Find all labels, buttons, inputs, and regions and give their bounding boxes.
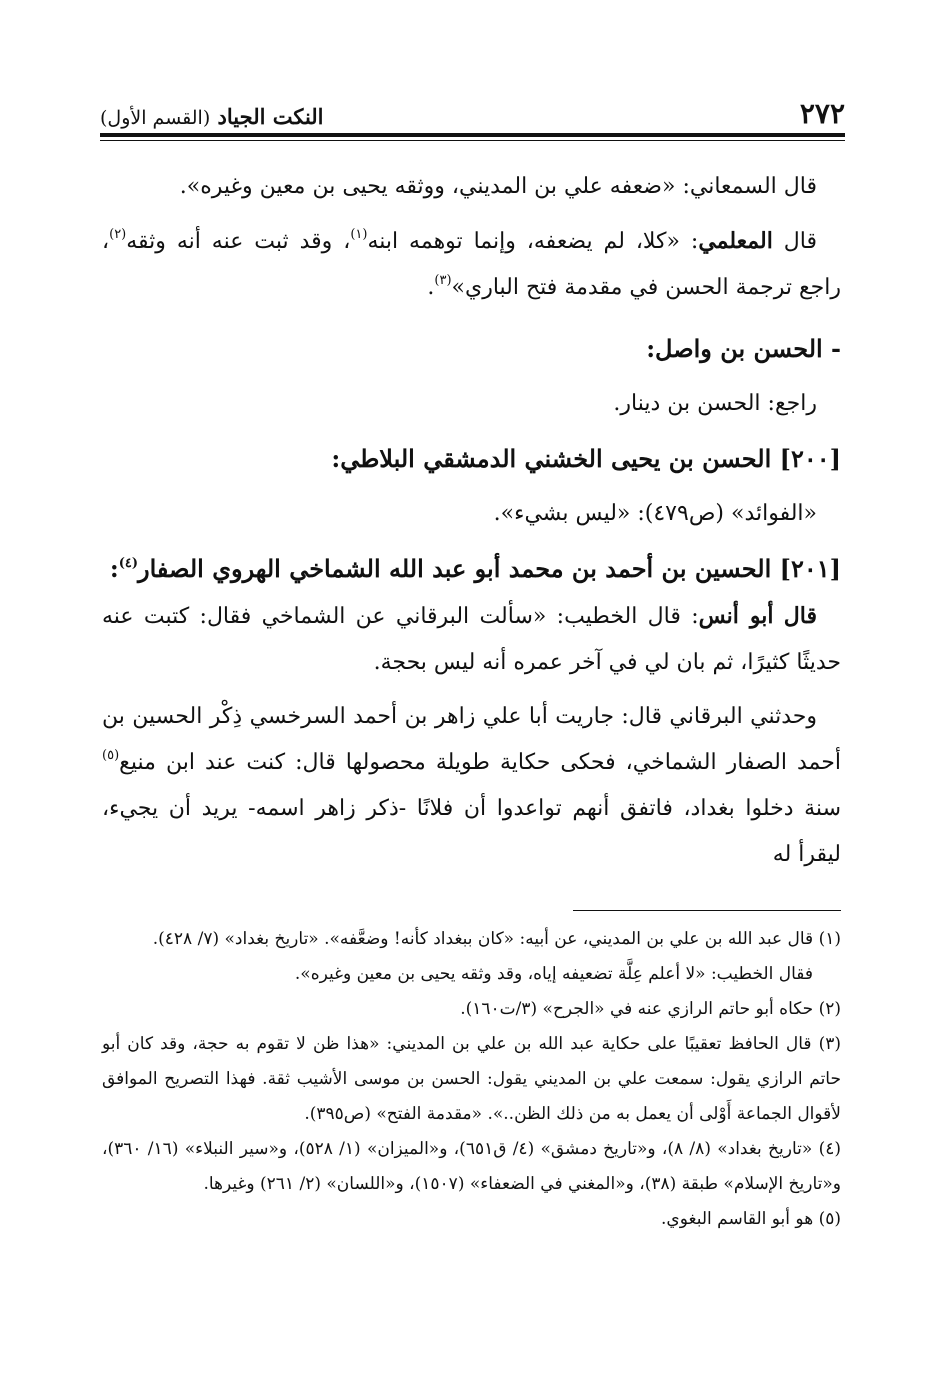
footnote-text: قال الحافظ تعقيبًا على حكاية عبد الله بن علي بن المديني: «هذا ظن لا تقوم به حجة، وقد كان أبو حاتم الرازي يقول: سمعت علي بن المديني يقول: الحسن بن موسى الأشيب ثقة. فهذا التصريح الموافق لأقوال الجماعة أَوْلى أن يعمل به من ذلك الظن..». «مقدمة الفتح» (ص٣٩٥).	[102, 1034, 841, 1124]
author-name: أبو أنس	[698, 603, 774, 629]
heading-text: :	[109, 554, 119, 583]
paragraph-fawaid: «الفوائد» (ص٤٧٩): «ليس بشيء».	[493, 501, 817, 526]
para-text: وحدثني البرقاني قال: جاريت أبا علي زاهر بن أحمد السرخسي ذِكْر الحسين بن أحمد الصفار الشماخي، فحكى حكاية طويلة محصولها قال: كنت عند ابن منيع	[102, 704, 841, 775]
main-text	[102, 164, 841, 878]
running-subtitle: (القسم الأول)	[100, 107, 211, 129]
paragraph-abu-anas	[102, 593, 841, 686]
footnote-number: (٥)	[818, 1209, 841, 1229]
footnotes	[102, 922, 841, 1237]
footnote-ref: (٣)	[434, 273, 452, 288]
footnote-ref: (٥)	[102, 748, 120, 763]
footnote-number: (١)	[818, 929, 841, 949]
footnote-separator	[573, 910, 841, 911]
para-lead: قال	[783, 229, 817, 254]
footnote-ref: (١)	[350, 227, 368, 242]
entry-heading-201	[102, 545, 841, 593]
para-text: ، وقد ثبت عنه أنه وثقه	[126, 229, 351, 254]
footnote-number: (٢)	[818, 999, 841, 1019]
footnote-number: (٤)	[818, 1139, 841, 1159]
header-rule-thin	[100, 140, 845, 141]
para-text: ، راجع ترجمة الحسن في مقدمة فتح الباري»	[102, 229, 841, 300]
paragraph-samani: قال السمعاني: «ضعفه علي بن المديني، ووثقه يحيى بن معين وغيره».	[179, 174, 817, 199]
heading-text: [٢٠١] الحسين بن أحمد بن محمد أبو عبد الله الشماخي الهروي الصفار	[138, 554, 841, 583]
entry-heading-200: [٢٠٠] الحسن بن يحيى الخشني الدمشقي البلاطي:	[331, 444, 841, 473]
footnote-text: هو أبو القاسم البغوي.	[661, 1209, 814, 1229]
footnote-2	[102, 992, 841, 1027]
paragraph-refer: راجع: الحسن بن دينار.	[613, 391, 817, 416]
paragraph-muallimi	[102, 218, 841, 311]
footnote-number: (٣)	[818, 1034, 841, 1054]
footnote-text: فقال الخطيب: «لا أعلم عِلَّة تضعيفه إياه، وقد وثقه يحيى بن معين وغيره».	[294, 964, 813, 984]
footnote-5	[102, 1202, 841, 1237]
para-text: سنة دخلوا بغداد، فاتفق أنهم تواعدوا أن فلانًا -ذكر زاهر اسمه- يريد أن يجيء، ليقرأ له	[102, 796, 841, 867]
footnote-text: حكاه أبو حاتم الرازي عنه في «الجرح» (٣/ت١٦٠).	[460, 999, 814, 1019]
footnote-1	[102, 922, 841, 992]
footnote-ref: (٢)	[109, 227, 127, 242]
footnote-text: «تاريخ بغداد» (٨/ ٨)، و«تاريخ دمشق» (٤/ ق٦٥١)، و«الميزان» (١/ ٥٢٨)، و«سير النبلاء» (١٦/ ٣٦٠)، و«تاريخ الإسلام» طبقة (٣٨)، و«المغني في الضعفاء» (١٥٠٧)، و«اللسان» (٢/ ٢٦١) وغيرها.	[102, 1139, 841, 1194]
page-header	[100, 84, 845, 128]
para-text: : «كلا، لم يضعفه، وإنما توهمه ابنه	[367, 229, 699, 254]
running-title: النكت الجياد	[217, 104, 324, 129]
para-text: .	[427, 275, 435, 300]
author-name: المعلمي	[698, 228, 773, 254]
para-text: : قال الخطيب: «سألت البرقاني عن الشماخي فقال: كتبت عنه حديثًا كثيرًا، ثم بان لي في آخر عمره أنه ليس بحجة.	[102, 604, 841, 675]
footnote-text: قال عبد الله بن علي بن المديني، عن أبيه: «كان ببغداد كأنه! وضعَّفه». «تاريخ بغداد» (٧/ ٤٢٨).	[152, 929, 814, 949]
running-head	[100, 106, 324, 128]
footnote-4	[102, 1132, 841, 1202]
page-number: ٢٧٢	[799, 97, 845, 130]
entry-heading-hasan-wasil: - الحسن بن واصل:	[646, 334, 841, 363]
footnote-3	[102, 1027, 841, 1132]
footnote-ref: (٤)	[118, 556, 138, 571]
para-lead: قال	[783, 603, 817, 629]
header-rule-thick	[100, 133, 845, 137]
paragraph-barqani	[102, 694, 841, 878]
